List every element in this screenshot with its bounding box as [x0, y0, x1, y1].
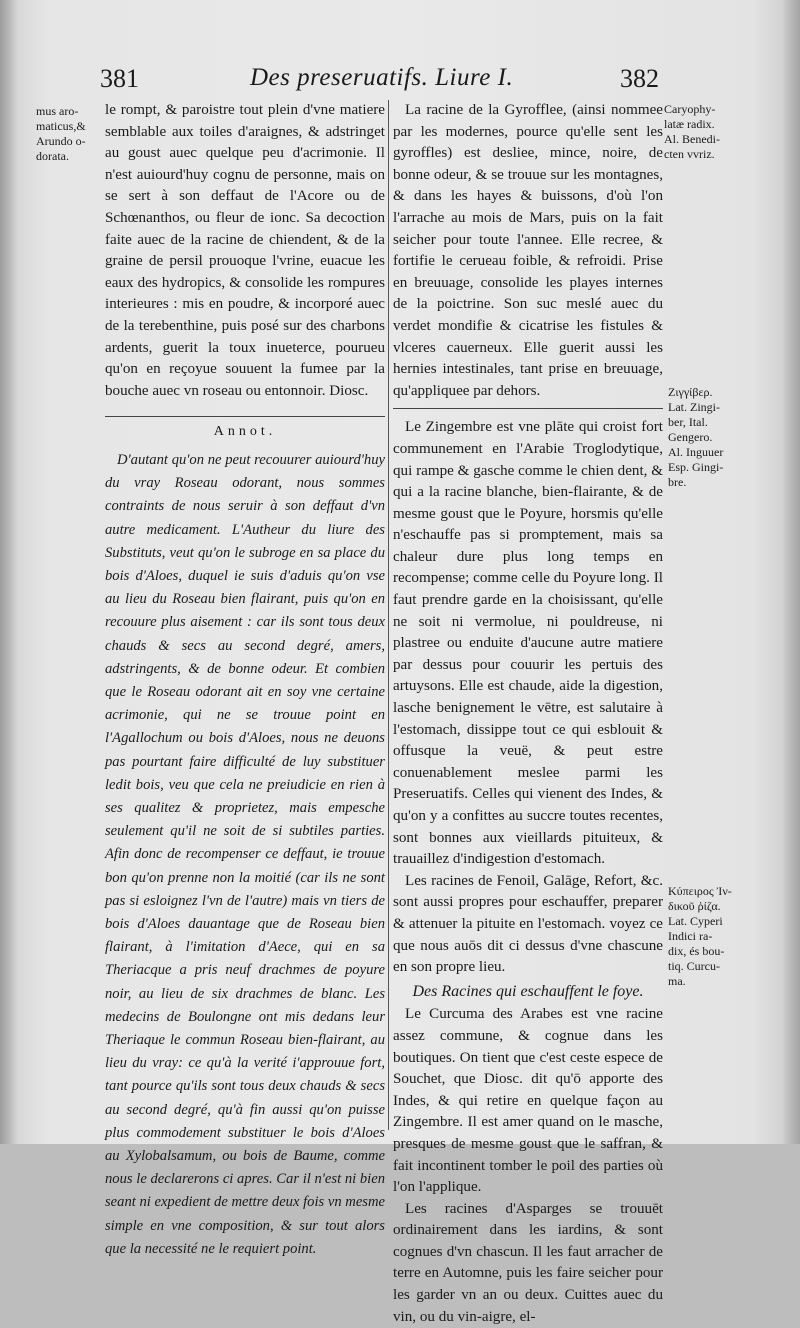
margin-line: Esp. Gingi- [668, 460, 724, 474]
left-page-edge [0, 0, 18, 1144]
right-margin-note-1 [664, 102, 754, 162]
margin-line: Lat. Zingi- [668, 400, 720, 414]
body-paragraph: Le Zingembre est vne plāte qui croist fort communement en l'Arabie Troglodytique, qui rampe & gasche comme le chien dent, & qui a la racine blanche, bien-flairante, & de mesme goust que le Poyure, horsmis qu'elle n'eschauffe pas si promptement, mais sa chaleur dure plus long temps en recompense; comme celle du Poyure long. Il faut prendre garde en la choisissant, qu'elle ne soit ni vermolue, ni pouldreuse, ni plastree ou enduite d'aucune autre matiere par dessus pour couurir les pertuis des artuysons. Elle est chaude, aide la digestion, lasche benignement le vētre, est salutaire à l'estomach, dissippe tout ce qui esblouit & offusque la veuë, & peut estre conuenablement meslee parmi les Preseruatifs. Celles qui vienent des Indes, & qu'on y a confittes au succre toutes recentes, sont bonnes aux vieillards pituiteux, & trauaillez d'indigestion d'estomach. [393, 419, 663, 868]
margin-line: Arundo o- [36, 134, 86, 148]
margin-line: Lat. Cyperi [668, 914, 723, 928]
margin-line: mus aro- [36, 104, 79, 118]
right-margin-note-3 [668, 884, 764, 989]
body-paragraph: La racine de la Gyrofflee, (ainsi nommee par les modernes, pource qu'elle sent les gyroffles) est desliee, mince, noire, de bonne odeur, & se trouue sur les montagnes, & dans les hayes & buissons, d'où l'on l'arrache au mois de Mars, puis on la fait seicher pour toute l'annee. Elle recree, & fortifie le cerueau foible, & refroidi. Prise en breuuage, consolide les playes internes de la poictrine. Son suc meslé auec du verdet mondifie & cicatrise les fistules & vlceres cauerneux. Elle guerit aussi les hernies intestinales, tant prise en breuuage, qu'appliquee par dehors. [393, 102, 663, 399]
running-title: Des preseruatifs. Liure I. [250, 64, 514, 91]
margin-line: dorata. [36, 149, 69, 163]
right-page-number: 382 [620, 64, 659, 93]
margin-line: Κύπειρος Ἰν- [668, 884, 732, 898]
margin-line: cten vvriz. [664, 147, 715, 161]
right-margin-note-2 [668, 385, 764, 490]
margin-line: Indici ra- [668, 929, 713, 943]
margin-line: Ζιγγίβερ. [668, 385, 713, 399]
section-divider [393, 408, 663, 409]
annotation-paragraph: D'autant qu'on ne peut recouurer auiourd'huy du vray Roseau odorant, nous sommes contraints de nous seruir à son deffaut d'vn autre medicament. L'Autheur du liure des Substituts, veut qu'on le subroge en sa place du bois d'Aloes, duquel ie suis d'aduis qu'on vse au lieu du Roseau bien flairant, puis qu'on en recouure plus aisement : car ils sont tous deux chauds & secs au second degré, amers, adstringents, & de bonne odeur. Et combien que le Roseau odorant ait en soy vne certaine acrimonie, qui ne se trouue point en l'Agallochum ou bois d'Aloes, nous ne deuons pas pourtant faire difficulté de luy substituer ledit bois, veu que cela ne preiudicie en rien à ses qualitez & proprietez, mais empesche seulement qu'il ne soit de si subtiles parties. Afin donc de recompenser ce deffaut, ie trouue bon qu'on prenne non la moitié (car ils ne sont pas si esloignez l'vn de l'autre) mais vn tiers de bois d'Aloes dauantage que de Roseau bien flairant, à l'imitation d'Aece, qui en sa Theriacque a pris neuf drachmes de poyure noir, au lieu de six drachmes de blanc. Les medecins de Boulongne ont mis dedans leur Theriaque le commun Roseau bien-flairant, au lieu du vray: ce qu'à la verité i'approuue fort, tant pource qu'ils sont tous deux chauds & secs au second degré, qu'à fin aussi qu'on puisse plus commodement substituer le bois d'Aloes au Xylobalsamum, ou bois de Baume, comme nous le declarerons ci apres. Car il n'est ni bien seant ni expedient de mettre deux fois vn mesme simple en vne composition, & sur tout alors que la necessité ne le requiert point. [105, 451, 385, 1257]
margin-line: Caryophy- [664, 102, 716, 116]
section-divider [105, 416, 385, 417]
margin-line: Al. Benedi- [664, 132, 720, 146]
right-page-edge [782, 0, 800, 1144]
annot-heading: Annot. [213, 424, 277, 440]
margin-line: dix, és bou- [668, 944, 725, 958]
margin-line: δικοῦ ῥίζα. [668, 899, 721, 913]
margin-line: maticus,& [36, 119, 86, 133]
running-header [0, 62, 800, 98]
margin-line: bre. [668, 475, 687, 489]
left-page-number: 381 [100, 64, 139, 93]
margin-line: ma. [668, 974, 686, 988]
column-divider [388, 100, 389, 1130]
left-column [105, 100, 385, 1261]
left-margin-note [36, 104, 102, 164]
body-paragraph: le rompt, & paroistre tout plein d'vne matiere semblable aux toiles d'araignes, & adstringet au goust auec quelque peu d'acrimonie. Il n'est auiourd'huy cognu de personne, mais on se sert à son deffaut de l'Acore ou de Schœnanthos, ou fleur de ionc. Sa decoction faite auec de la racine de chiendent, & de la graine de persil prouoque l'vrine, euacue les eaux des hydropics, & consolide les rompures interieures : mis en poudre, & incorporé auec de la terebenthine, puis posé sur des charbons ardents, guerit la toux inueterce, pourueu qu'on en reçoyue souuent la fumee par la bouche auec vn roseau ou entonnoir. Diosc. [105, 102, 385, 399]
margin-line: ber, Ital. [668, 415, 708, 429]
section-heading: Des Racines qui eschauffent le foye. [412, 982, 644, 1000]
margin-line: Gengero. [668, 430, 713, 444]
body-paragraph: Le Curcuma des Arabes est vne racine assez commune, & cognue dans les boutiques. On tient que c'est ceste espece de Souchet, que Diosc. dit qu'ō apporte des Indes, & qui retire en quelque façon au Zingembre. Il est amer quand on le masche, presques de mesme goust que le saffran, & fait incontinent tomber le poil des parties où l'on l'applique. [393, 1006, 663, 1196]
margin-line: Al. Inguuer [668, 445, 724, 459]
body-paragraph: Les racines de Fenoil, Galāge, Refort, &c. sont aussi propres pour eschauffer, preparer & attenuer la pituite en l'estomach. voyez ce que nous auōs dit ci dessus d'vne chascune en son propre lieu. [393, 872, 663, 976]
margin-line: tiq. Curcu- [668, 959, 720, 973]
body-paragraph: Les racines d'Asparges se trouuēt ordinairement dans les iardins, & sont cognues d'vn chascun. Il les faut arracher de terre en Automne, puis les faire seicher pour les garder vn an ou deux. Cuittes auec du vin, ou du vin-aigre, el- [393, 1200, 663, 1325]
margin-line: latæ radix. [664, 117, 715, 131]
